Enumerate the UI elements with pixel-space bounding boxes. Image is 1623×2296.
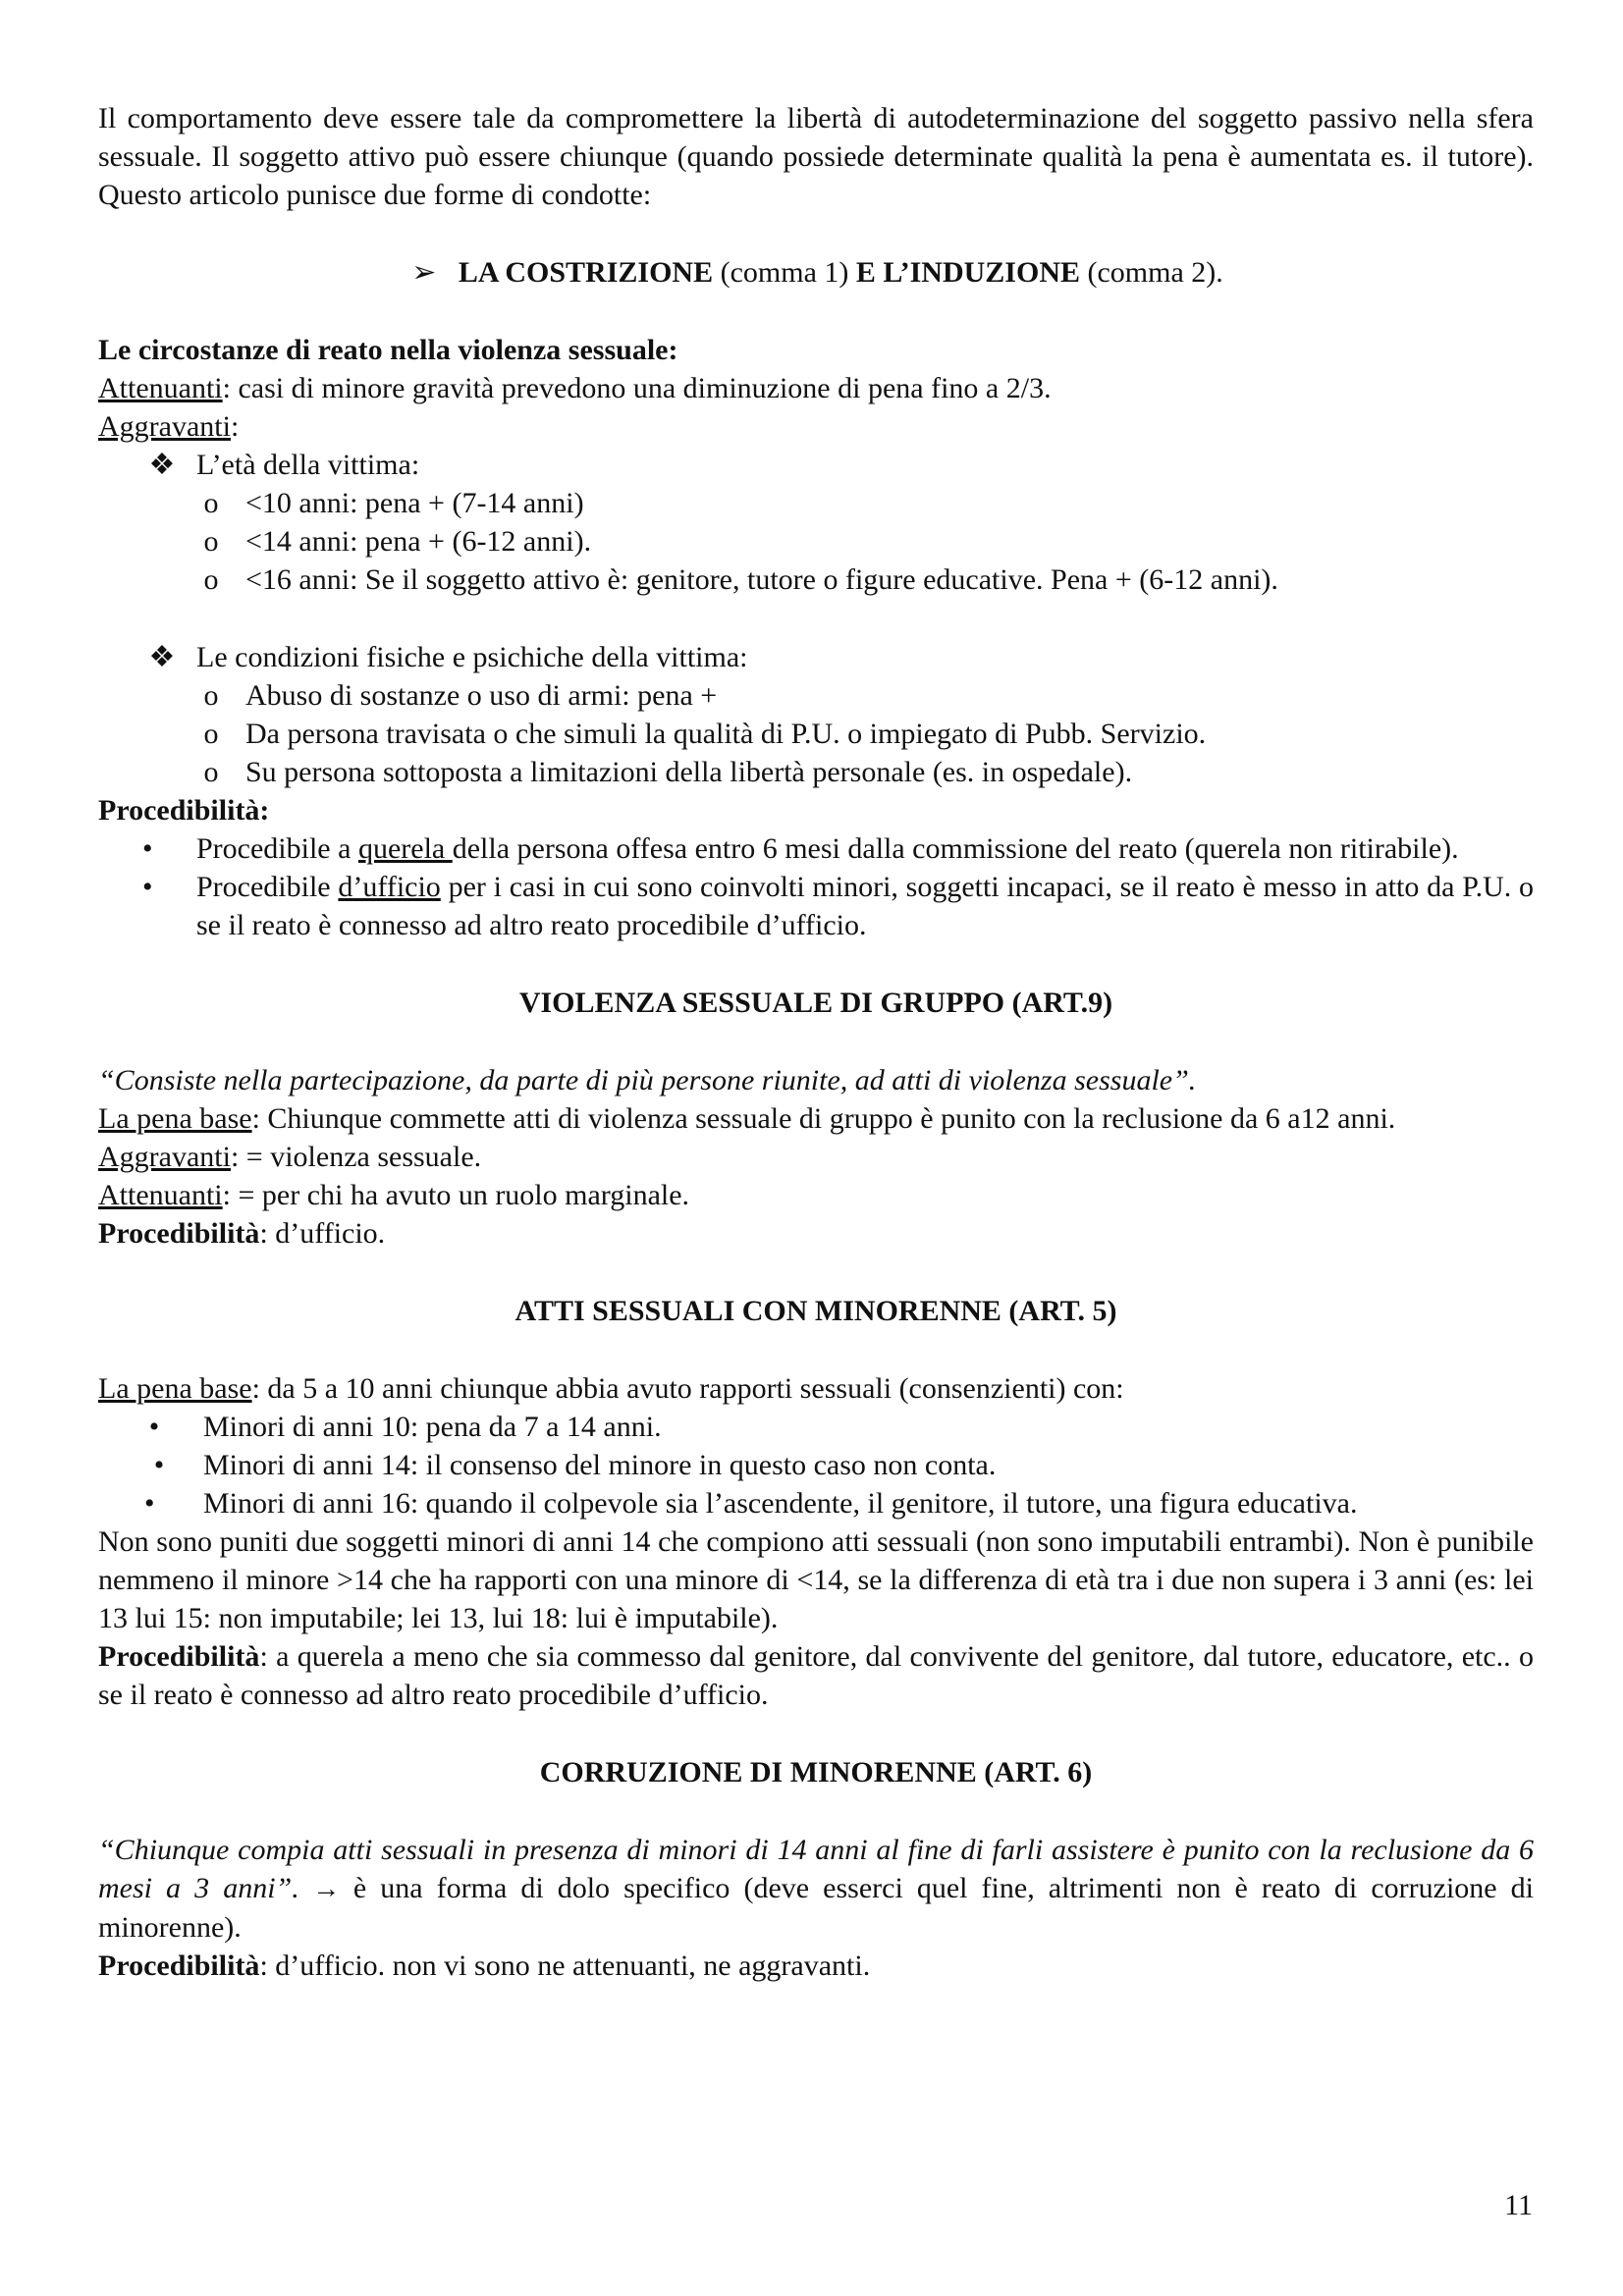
bullet-icon: • (144, 1487, 155, 1520)
bullet-icon: • (148, 1411, 160, 1443)
bullet-icon: • (142, 832, 153, 865)
age-item-text: <14 anni: pena + (6-12 anni). (245, 525, 592, 558)
aggravanti-text: : = violenza sessuale. (230, 1141, 482, 1173)
minorenne-pena-line (98, 1369, 1534, 1408)
list-item (98, 829, 1534, 868)
procedibilita-text: : d’ufficio. (259, 1217, 386, 1250)
list-item (98, 753, 1534, 791)
attenuanti-line (98, 369, 1534, 407)
arrow-bullet-icon: ➢ (411, 256, 437, 289)
gruppo-attenuanti-line (98, 1176, 1534, 1214)
list-item (98, 561, 1534, 599)
circle-bullet-icon: o (203, 718, 219, 750)
minorenne-procedibilita-line (98, 1637, 1534, 1714)
procedibile-text: della persona offesa entro 6 mesi dalla commissione del reato (querela non ritirabile). (452, 832, 1459, 865)
procedibilita-label: Procedibilità (98, 1640, 260, 1673)
aggravanti-colon: : (230, 410, 240, 443)
page-number: 11 (1504, 2189, 1533, 2221)
list-item (98, 522, 1534, 561)
pena-base-text: : Chiunque commette atti di violenza sessuale di gruppo è punito con la reclusione da 6 a12 anni. (251, 1102, 1396, 1135)
section-heading-gruppo: VIOLENZA SESSUALE DI GRUPPO (ART.9) (518, 987, 1113, 1019)
intro-paragraph: Il comportamento deve essere tale da compromettere la libertà di autodeterminazione del soggetto passivo nella sfera sessuale. Il soggetto attivo può essere chiunque (quando possiede determinate qualità la pena è aumentata es. il tutore). Questo articolo punisce due forme di condotte: (98, 102, 1534, 211)
circle-bullet-icon: o (203, 487, 219, 519)
comma2-text: (comma 2). (1080, 256, 1223, 289)
gruppo-quote: “Consiste nella partecipazione, da parte di più persone riunite, ad atti di violenza sessuale”. (98, 1064, 1197, 1096)
procedibilita-heading: Procedibilità: (98, 794, 270, 827)
querela-term: querela (357, 832, 453, 865)
condition-group-item (98, 638, 1534, 676)
circle-bullet-icon: o (203, 563, 219, 596)
procedibilita-label: Procedibilità (98, 1949, 260, 1982)
procedibile-text: per i casi in cui sono coinvolti minori, soggetti incapaci, se il reato è messo in atto da P.U. o se il reato è connesso ad altro reato procedibile d’ufficio. (196, 871, 1534, 941)
list-item (98, 1408, 1534, 1446)
age-item-text: <10 anni: pena + (7-14 anni) (245, 487, 584, 519)
minorenne-item-text: Minori di anni 16: quando il colpevole sia l’ascendente, il genitore, il tutore, una figura educativa. (203, 1487, 1358, 1520)
costrizione-label: LA COSTRIZIONE (458, 256, 714, 289)
pena-base-label: La pena base (98, 1372, 252, 1405)
list-item (98, 1484, 1534, 1522)
age-group-title: L’età della vittima: (196, 449, 420, 481)
condition-group-title: Le condizioni fisiche e psichiche della vittima: (196, 641, 748, 673)
diamond-bullet-icon: ❖ (148, 449, 176, 481)
corruzione-explanation: è una forma di dolo specifico (deve esserci quel fine, altrimenti non è reato di corruzione di minorenne). (98, 1872, 1534, 1944)
procedibile-text: Procedibile a (196, 832, 358, 865)
condition-item-text: Su persona sottoposta a limitazioni della libertà personale (es. in ospedale). (245, 756, 1133, 788)
attenuanti-text: : = per chi ha avuto un ruolo marginale. (222, 1179, 690, 1211)
corruzione-quote: “Chiunque compia atti sessuali in presenza di minori di 14 anni al fine di farli assistere è punito con la reclusione da 6 mesi a 3 anni”. (98, 1834, 1534, 1904)
list-item (98, 868, 1534, 944)
arrow-icon: → (298, 1874, 353, 1904)
circle-bullet-icon: o (203, 679, 219, 712)
gruppo-pena-line (98, 1099, 1534, 1138)
gruppo-aggravanti-line (98, 1138, 1534, 1176)
aggravanti-label: Aggravanti (98, 410, 231, 443)
age-item-text: <16 anni: Se il soggetto attivo è: genitore, tutore o figure educative. Pena + (6-12 anni). (245, 563, 1278, 596)
conduct-line (98, 253, 1534, 292)
procedibilita-text: : d’ufficio. non vi sono ne attenuanti, ne aggravanti. (259, 1949, 871, 1982)
corruzione-paragraph (98, 1831, 1534, 1947)
condition-item-text: Da persona travisata o che simuli la qualità di P.U. o impiegato di Pubb. Servizio. (245, 718, 1207, 750)
bullet-icon: • (153, 1449, 165, 1481)
condition-item-text: Abuso di sostanze o uso di armi: pena + (245, 679, 718, 712)
attenuanti-label: Attenuanti (98, 372, 223, 404)
procedibilita-label: Procedibilità (98, 1217, 260, 1250)
section-heading-corruzione: CORRUZIONE DI MINORENNE (ART. 6) (539, 1756, 1093, 1789)
circle-bullet-icon: o (203, 756, 219, 788)
comma1-text: (comma 1) (713, 256, 856, 289)
minorenne-note: Non sono puniti due soggetti minori di anni 14 che compiono atti sessuali (non sono imputabili entrambi). Non è punibile nemmeno il minore >14 che ha rapporti con una minore di <14, se la differenza di età tra i due non supera i 3 anni (es: lei 13 lui 15: non imputabile; lei 13, lui 18: lui è imputabile). (98, 1525, 1534, 1634)
list-item (98, 484, 1534, 522)
pena-base-text: : da 5 a 10 anni chiunque abbia avuto rapporti sessuali (consenzienti) con: (251, 1372, 1124, 1405)
list-item (98, 1446, 1534, 1484)
minorenne-item-text: Minori di anni 14: il consenso del minore in questo caso non conta. (203, 1449, 997, 1481)
aggravanti-label: Aggravanti (98, 1141, 231, 1173)
attenuanti-label: Attenuanti (98, 1179, 223, 1211)
aggravanti-line (98, 407, 1534, 446)
bullet-icon: • (142, 871, 153, 903)
page-content (98, 99, 1534, 1985)
list-item (98, 676, 1534, 715)
induzione-label: E L’INDUZIONE (855, 256, 1080, 289)
corruzione-procedibilita-line (98, 1947, 1534, 1985)
section-heading-minorenne: ATTI SESSUALI CON MINORENNE (ART. 5) (514, 1295, 1117, 1327)
minorenne-item-text: Minori di anni 10: pena da 7 a 14 anni. (203, 1411, 662, 1443)
attenuanti-text: : casi di minore gravità prevedono una diminuzione di pena fino a 2/3. (222, 372, 1052, 404)
procedibilita-text: : a querela a meno che sia commesso dal genitore, dal convivente del genitore, dal tutore, educatore, etc.. o se il reato è connesso ad altro reato procedibile d’ufficio. (98, 1640, 1534, 1711)
list-item (98, 715, 1534, 753)
pena-base-label: La pena base (98, 1102, 252, 1135)
procedibile-text: Procedibile (196, 871, 339, 903)
gruppo-procedibilita-line (98, 1214, 1534, 1253)
circle-bullet-icon: o (203, 525, 219, 558)
ufficio-term: d’ufficio (338, 871, 441, 903)
circostanze-heading: Le circostanze di reato nella violenza sessuale: (98, 334, 678, 366)
diamond-bullet-icon: ❖ (148, 641, 176, 673)
age-group-item (98, 446, 1534, 484)
